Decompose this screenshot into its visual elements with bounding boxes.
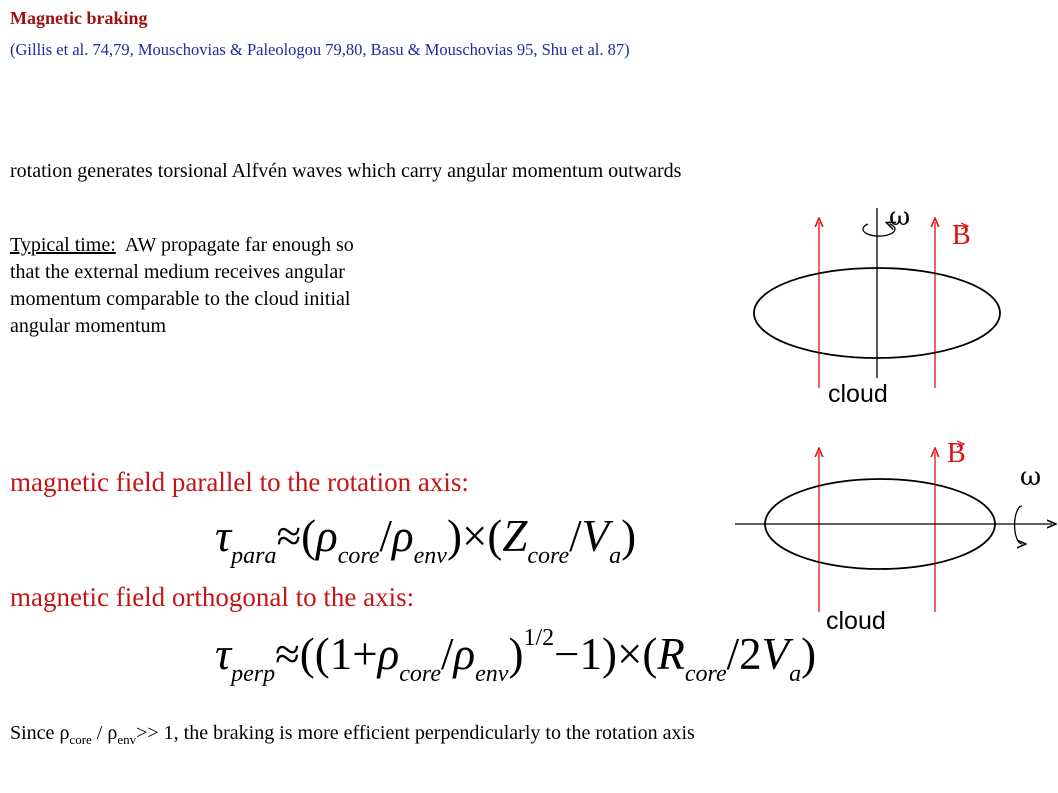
- orthogonal-heading: magnetic field orthogonal to the axis:: [10, 582, 415, 612]
- eq1-rho1: ρ: [316, 511, 338, 561]
- typical-line-4: angular momentum: [10, 315, 167, 337]
- bottom-cloud-label: cloud: [826, 607, 886, 635]
- bottom-omega-label: ω: [1020, 462, 1042, 492]
- top-b-label: B: [952, 220, 971, 251]
- eq1-rho2: ρ: [392, 511, 414, 561]
- eq1-z: Z: [502, 511, 528, 561]
- eq2-sub: perp: [231, 661, 276, 687]
- eq2-close1: ): [508, 629, 524, 679]
- eq2-core: core: [399, 661, 442, 687]
- slide-title: Magnetic braking: [10, 8, 148, 28]
- conclusion-core: core: [69, 732, 92, 747]
- eq2-rho2: ρ: [453, 629, 476, 679]
- eq1-slash: /: [379, 511, 393, 561]
- eq2-r: R: [657, 629, 685, 679]
- eq2-env: env: [475, 661, 509, 687]
- bottom-rotation-arrow-icon: [1015, 506, 1022, 544]
- conclusion-slash: /: [91, 722, 108, 744]
- typical-line-3: momentum comparable to the cloud initial: [10, 288, 351, 310]
- eq1-close: ): [621, 511, 637, 561]
- top-cloud-label: cloud: [828, 380, 888, 408]
- eq2-tau: τ: [215, 629, 232, 679]
- summary-sentence: rotation generates torsional Alfvén waves which carry angular momentum outwards: [10, 160, 682, 182]
- eq2-slash: /: [441, 629, 454, 679]
- eq2-v: V: [761, 629, 790, 679]
- eq1-sub: para: [231, 543, 277, 569]
- eq2-exponent: 1/2: [523, 625, 555, 651]
- eq2-minus: −1)×(: [554, 629, 658, 679]
- eq2-rcore: core: [684, 661, 727, 687]
- eq1-zcore: core: [527, 543, 570, 569]
- eq1-tau: τ: [215, 511, 232, 561]
- eq1-approx: ≈(: [276, 511, 317, 561]
- eq2-rho1: ρ: [377, 629, 400, 679]
- eq2-approx: ≈((1+: [275, 629, 378, 679]
- eq2-a: a: [789, 661, 802, 687]
- eq1-core: core: [337, 543, 380, 569]
- eq1-slash2: /: [569, 511, 582, 561]
- typical-line-1: AW propagate far enough so: [124, 234, 354, 256]
- conclusion-rho2: ρ: [107, 722, 118, 744]
- top-omega-label: ω: [889, 202, 911, 232]
- conclusion-rest: >> 1, the braking is more efficient perpendicularly to the rotation axis: [136, 722, 695, 744]
- eq1-env: env: [413, 543, 447, 569]
- references: (Gillis et al. 74,79, Mouschovias & Paleologou 79,80, Basu & Mouschovias 95, Shu et al. 87): [10, 40, 630, 59]
- eq2-slash2: /2: [726, 629, 762, 679]
- eq1-mid: )×(: [446, 511, 503, 561]
- eq1-a: a: [609, 543, 622, 569]
- bottom-b-label: B: [947, 438, 966, 469]
- typical-time-label: Typical time:: [10, 234, 116, 256]
- conclusion-rho: ρ: [59, 722, 70, 744]
- conclusion-env: env: [117, 732, 137, 747]
- eq2-close: ): [801, 629, 817, 679]
- typical-line-2: that the external medium receives angular: [10, 261, 345, 283]
- parallel-heading: magnetic field parallel to the rotation axis:: [10, 467, 469, 497]
- conclusion-since: Since: [10, 722, 60, 744]
- eq1-v: V: [581, 511, 610, 561]
